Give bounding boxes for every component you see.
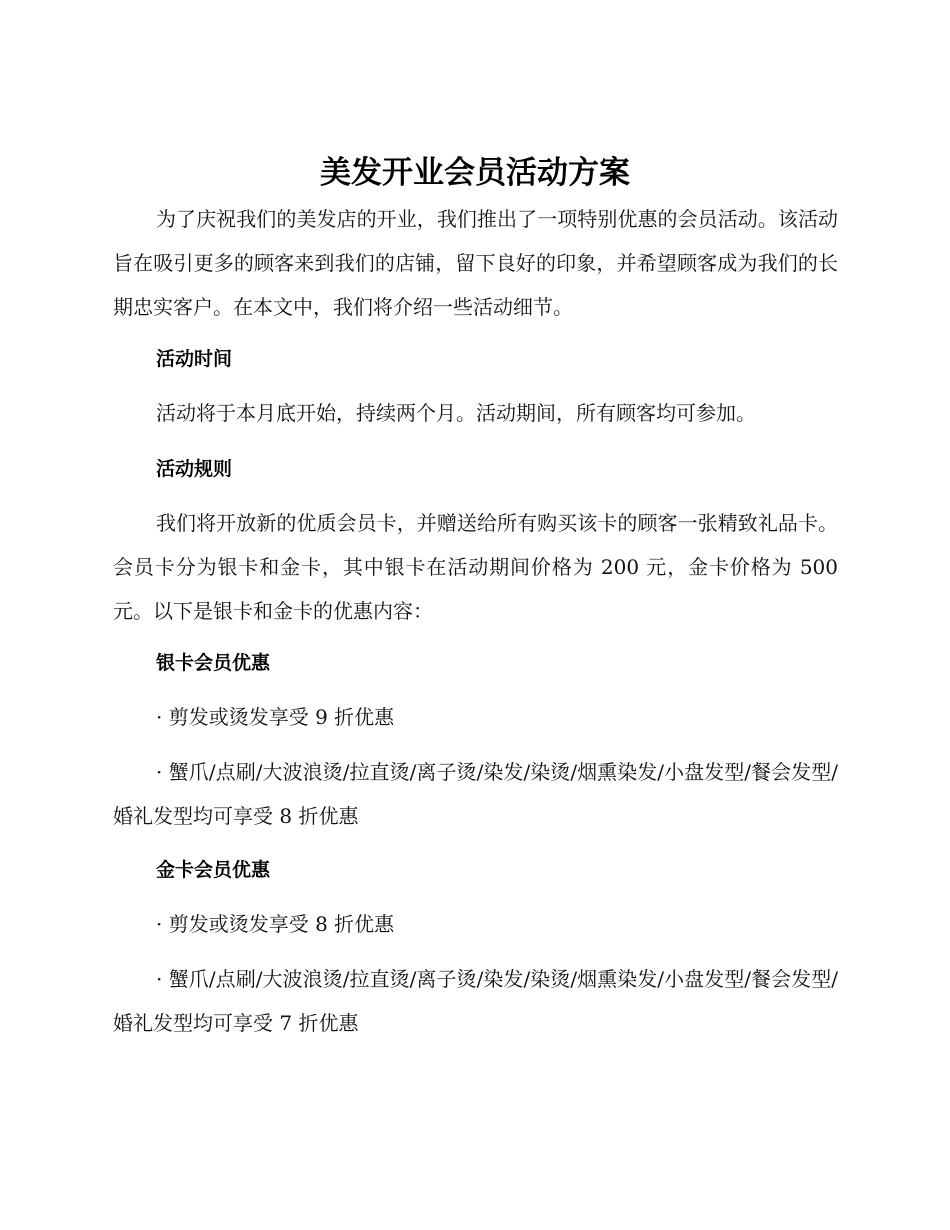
activity-time-paragraph: 活动将于本月底开始，持续两个月。活动期间，所有顾客均可参加。 [156,401,756,425]
silver-benefit-item: · 剪发或烫发享受 9 折优惠 [156,705,395,729]
gold-benefit-item: · 蟹爪/点刷/大波浪烫/拉直烫/离子烫/染发/染烫/烟熏染发/小盘发型/餐会发型/婚礼发型均可享受 7 折优惠 [113,967,838,1035]
silver-benefit-item: · 蟹爪/点刷/大波浪烫/拉直烫/离子烫/染发/染烫/烟熏染发/小盘发型/餐会发型/婚礼发型均可享受 8 折优惠 [113,760,838,828]
section-heading-activity-time: 活动时间 [156,348,233,370]
intro-paragraph: 为了庆祝我们的美发店的开业，我们推出了一项特别优惠的会员活动。该活动旨在吸引更多的顾客来到我们的店铺，留下良好的印象，并希望顾客成为我们的长期忠实客户。在本文中，我们将介绍一些活动细节。 [113,207,838,319]
document-title: 美发开业会员活动方案 [320,155,630,191]
gold-benefit-item: · 剪发或烫发享受 8 折优惠 [156,912,395,936]
section-heading-activity-rules: 活动规则 [156,458,233,480]
activity-rules-paragraph: 我们将开放新的优质会员卡，并赠送给所有购买该卡的顾客一张精致礼品卡。会员卡分为银卡和金卡，其中银卡在活动期间价格为 200 元，金卡价格为 500 元。以下是银卡和金卡的优惠内容： [113,511,838,623]
section-heading-gold-card: 金卡会员优惠 [156,859,271,881]
section-heading-silver-card: 银卡会员优惠 [156,652,271,674]
